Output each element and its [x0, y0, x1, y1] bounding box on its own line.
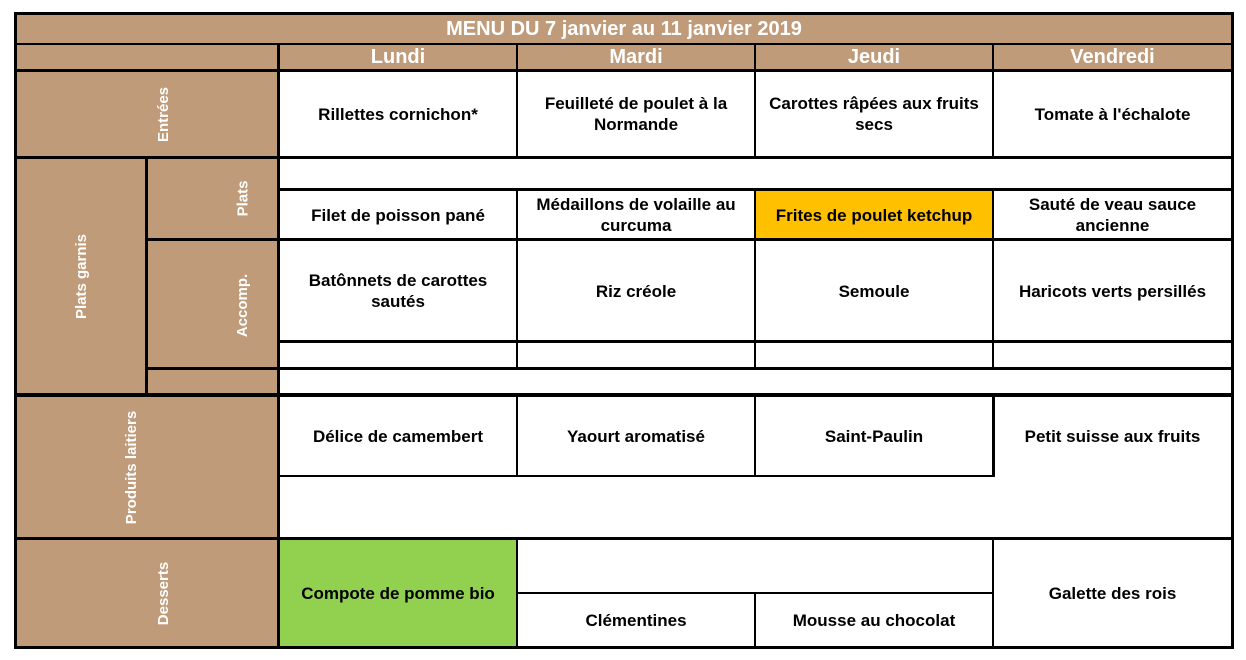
day-header-lundi: Lundi — [279, 44, 517, 71]
category-accomp: Accomp. — [234, 273, 252, 337]
category-desserts: Desserts — [154, 561, 172, 626]
entree-jeudi: Carottes râpées aux fruits secs — [769, 94, 979, 134]
accomp-jeudi: Semoule — [838, 281, 910, 301]
menu-title: MENU DU 7 janvier au 11 janvier 2019 — [16, 14, 1232, 44]
plat-mardi: Médaillons de volaille au curcuma — [536, 195, 736, 235]
laitier-jeudi: Saint-Paulin — [824, 427, 924, 446]
accomp-mardi: Riz créole — [595, 281, 677, 301]
dessert-vendredi: Galette des rois — [1048, 584, 1177, 603]
accomp-lundi: Batônnets de carottes sautés — [308, 271, 488, 311]
category-plats-garnis: Plats garnis — [72, 233, 90, 319]
day-header-jeudi: Jeudi — [755, 44, 993, 71]
category-entrees: Entrées — [155, 86, 172, 142]
accomp-vendredi: Haricots verts persillés — [1018, 281, 1207, 301]
category-plats: Plats — [234, 180, 252, 217]
plat-jeudi: Frites de poulet ketchup — [755, 190, 993, 240]
entree-vendredi: Tomate à l'échalote — [1034, 104, 1191, 124]
plat-lundi: Filet de poisson pané — [311, 205, 485, 225]
plat-vendredi: Sauté de veau sauce ancienne — [1028, 195, 1197, 235]
laitier-vendredi: Petit suisse aux fruits — [1024, 427, 1201, 446]
header-corner — [16, 44, 279, 71]
dessert-jeudi: Mousse au chocolat — [792, 611, 956, 630]
entree-mardi: Feuilleté de poulet à la Normande — [544, 94, 728, 134]
dessert-lundi: Compote de pomme bio — [279, 539, 517, 648]
category-produits-laitiers: Produits laitiers — [123, 410, 140, 524]
dessert-mardi: Clémentines — [585, 611, 687, 630]
laitier-lundi: Délice de camembert — [312, 427, 484, 446]
laitier-mardi: Yaourt aromatisé — [567, 427, 705, 446]
entree-lundi: Rillettes cornichon* — [318, 104, 478, 124]
day-header-vendredi: Vendredi — [993, 44, 1232, 71]
day-header-mardi: Mardi — [517, 44, 755, 71]
